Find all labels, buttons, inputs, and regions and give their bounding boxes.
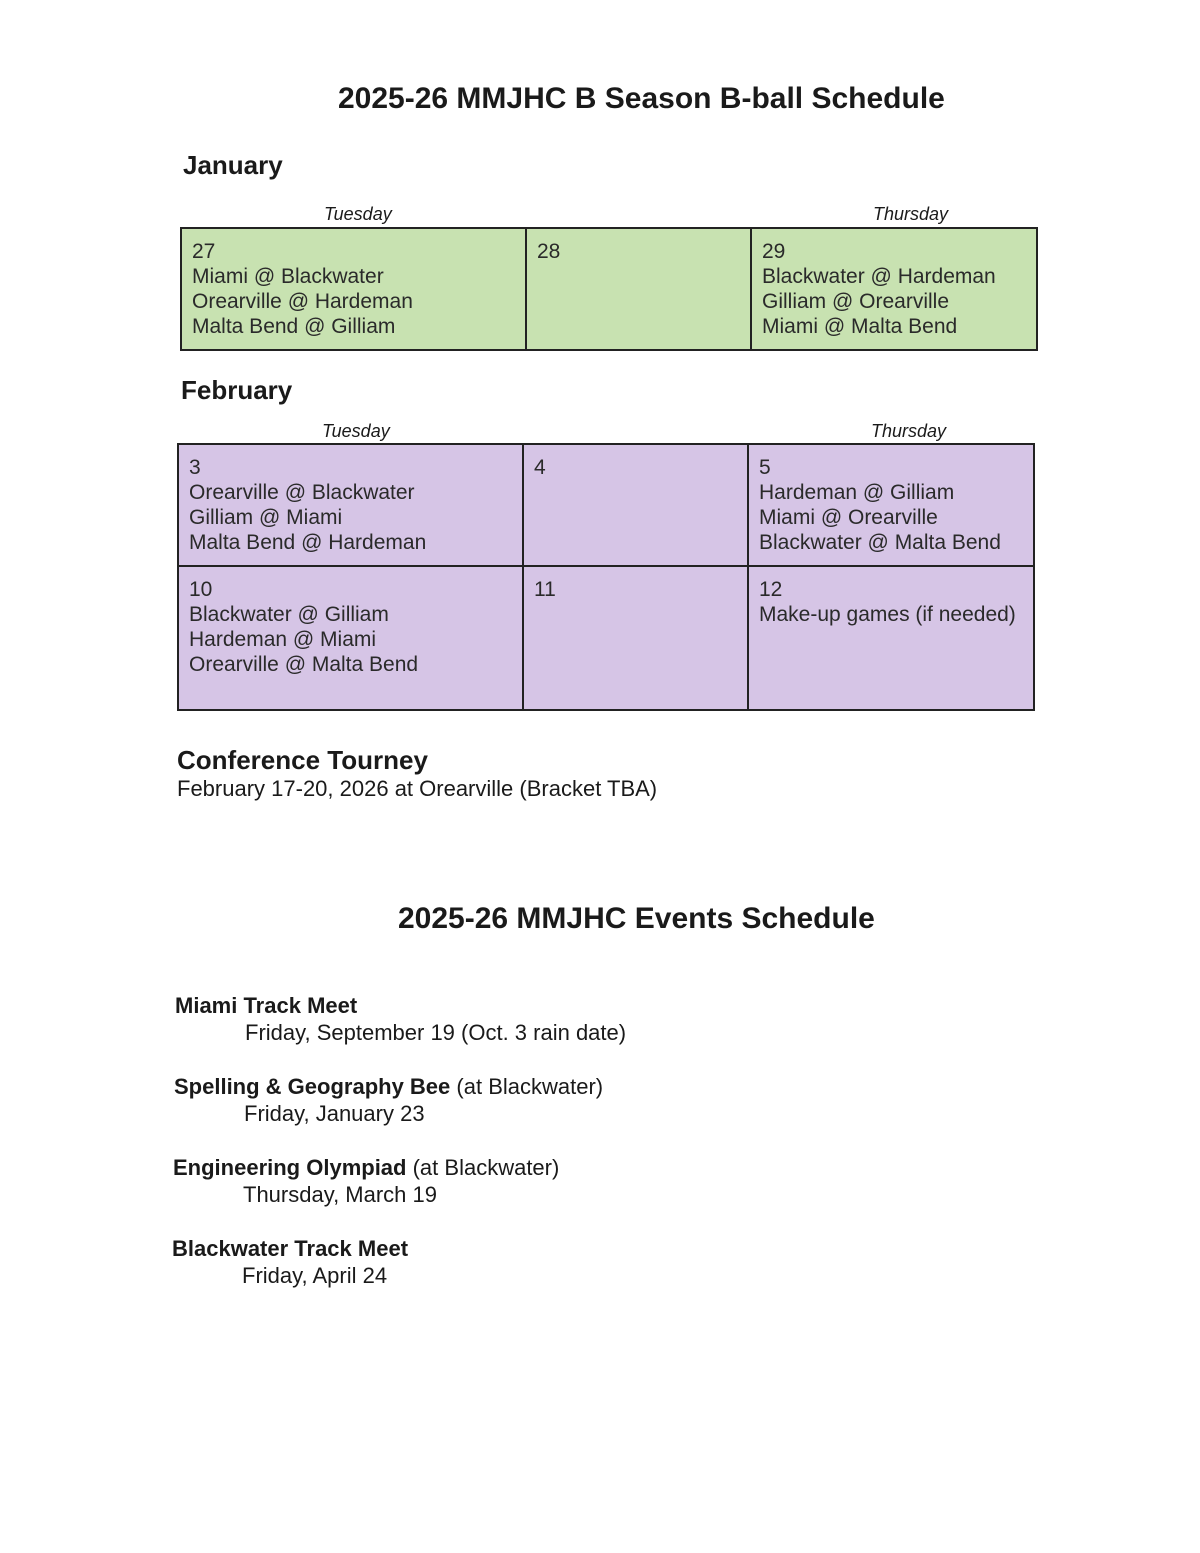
calendar-week-row bbox=[178, 566, 1034, 710]
game-entry: Malta Bend @ Gilliam bbox=[192, 315, 396, 338]
tourney-heading: Conference Tourney bbox=[177, 745, 428, 775]
game-entry: Gilliam @ Miami bbox=[189, 506, 343, 529]
game-entry: Hardeman @ Gilliam bbox=[759, 481, 955, 504]
game-entry: Gilliam @ Orearville bbox=[762, 290, 950, 313]
game-entry: Blackwater @ Malta Bend bbox=[759, 531, 1001, 554]
event-name: Spelling & Geography Bee bbox=[174, 1074, 451, 1099]
day-number: 11 bbox=[534, 578, 556, 601]
calendar-cell bbox=[748, 566, 1034, 710]
event-item bbox=[175, 993, 627, 1045]
month-heading-february: February bbox=[181, 375, 293, 405]
calendar-cell bbox=[748, 444, 1034, 566]
game-entry: Miami @ Orearville bbox=[759, 506, 938, 529]
game-entry: Blackwater @ Hardeman bbox=[762, 265, 996, 288]
calendar-cell bbox=[178, 566, 523, 710]
game-entry: Orearville @ Malta Bend bbox=[189, 653, 419, 676]
calendar-cell bbox=[181, 228, 526, 350]
event-date: Friday, January 23 bbox=[244, 1101, 425, 1126]
calendar-week-row bbox=[181, 228, 1037, 350]
event-item bbox=[173, 1155, 560, 1207]
day-number: 29 bbox=[762, 240, 786, 263]
month-heading-january: January bbox=[183, 150, 283, 180]
day-header-tuesday: Tuesday bbox=[324, 204, 392, 224]
event-item bbox=[174, 1074, 604, 1126]
calendar-cell bbox=[751, 228, 1037, 350]
game-entry: Make-up games (if needed) bbox=[759, 603, 1016, 626]
event-location: (at Blackwater) bbox=[456, 1074, 604, 1099]
calendar-cell bbox=[526, 228, 751, 350]
event-name: Miami Track Meet bbox=[175, 993, 358, 1018]
day-number: 12 bbox=[759, 578, 783, 601]
day-number: 10 bbox=[189, 578, 213, 601]
event-date: Friday, September 19 (Oct. 3 rain date) bbox=[245, 1020, 627, 1045]
event-item bbox=[172, 1236, 409, 1288]
february-calendar bbox=[177, 443, 1035, 711]
event-date: Friday, April 24 bbox=[242, 1263, 388, 1288]
events-title: 2025-26 MMJHC Events Schedule bbox=[398, 902, 875, 935]
day-header-thursday: Thursday bbox=[873, 204, 949, 224]
calendar-week-row bbox=[178, 444, 1034, 566]
day-number: 5 bbox=[759, 456, 771, 479]
game-entry: Blackwater @ Gilliam bbox=[189, 603, 389, 626]
calendar-cell bbox=[523, 444, 748, 566]
day-header-thursday: Thursday bbox=[871, 421, 947, 441]
tourney-detail: February 17-20, 2026 at Orearville (Bracket TBA) bbox=[177, 776, 658, 801]
game-entry: Hardeman @ Miami bbox=[189, 628, 377, 651]
day-number: 27 bbox=[192, 240, 216, 263]
calendar-cell bbox=[523, 566, 748, 710]
schedule-title: 2025-26 MMJHC B Season B-ball Schedule bbox=[338, 82, 945, 115]
day-header-tuesday: Tuesday bbox=[322, 421, 390, 441]
game-entry: Miami @ Malta Bend bbox=[762, 315, 958, 338]
day-number: 28 bbox=[537, 240, 561, 263]
game-entry: Orearville @ Blackwater bbox=[189, 481, 415, 504]
event-location: (at Blackwater) bbox=[412, 1155, 560, 1180]
day-number: 4 bbox=[534, 456, 546, 479]
game-entry: Miami @ Blackwater bbox=[192, 265, 384, 288]
event-date: Thursday, March 19 bbox=[243, 1182, 438, 1207]
january-calendar bbox=[180, 227, 1038, 351]
game-entry: Malta Bend @ Hardeman bbox=[189, 531, 427, 554]
day-number: 3 bbox=[189, 456, 201, 479]
event-name: Engineering Olympiad bbox=[173, 1155, 407, 1180]
event-name: Blackwater Track Meet bbox=[172, 1236, 409, 1261]
game-entry: Orearville @ Hardeman bbox=[192, 290, 413, 313]
calendar-cell bbox=[178, 444, 523, 566]
